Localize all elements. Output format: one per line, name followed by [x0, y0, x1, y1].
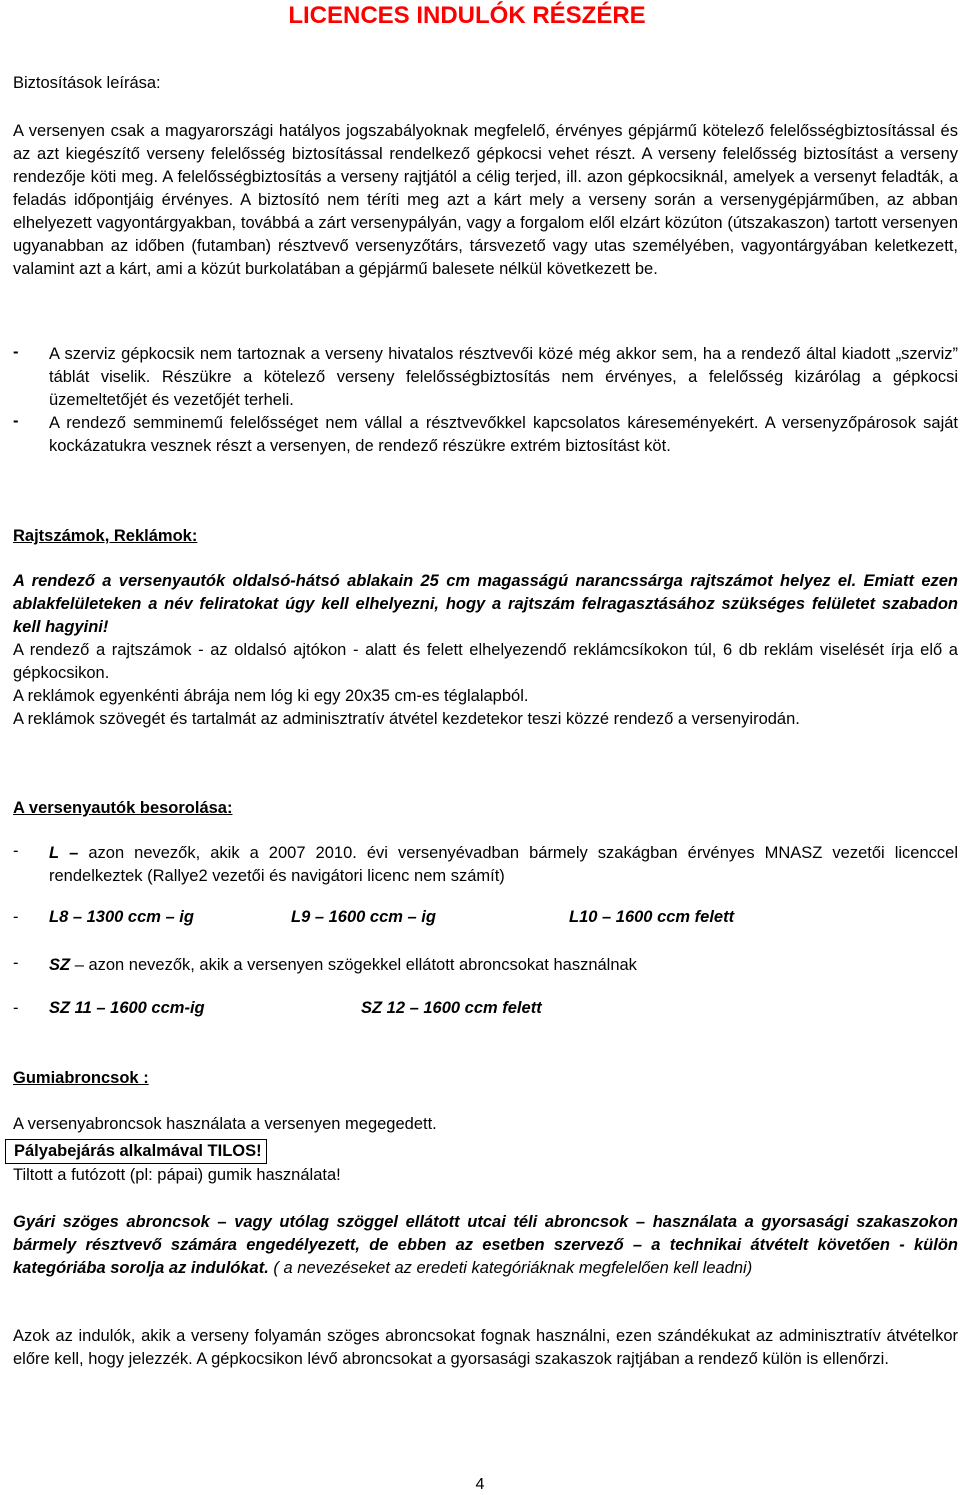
- class-dash-row1: -: [13, 908, 19, 926]
- classes-heading: A versenyautók besorolása:: [13, 799, 233, 817]
- insurance-text-b: A biztosító nem téríti meg azt a kárt mely a verseny során a versenygépjárműben, az abban elhelyezett vagyontárgyakban, továbbá a zárt versenypályán, vagy a forgalom elől elzárt közúton (útszakaszon) tartott versenyen ugyanabban az időben (futamban) résztvevő versenyzőtárs, társvezető vagy utas személyében, vagyontárgyában keletkezett, valamint azt a kárt, ami a közút burkolatában a gépjármű balesete nélkül következett be.: [13, 191, 958, 278]
- class-dash-row2: -: [13, 999, 19, 1017]
- tyres-heading: Gumiabroncsok :: [13, 1069, 149, 1087]
- class-l8: L8 – 1300 ccm – ig: [49, 908, 194, 926]
- tyres-final: Azok az indulók, akik a verseny folyamán szöges abroncsokat fognak használni, ezen szándékukat az adminisztratív átvételkor előre kell, hogy jelezzék. A gépkocsikon lévő abroncsokat a gyorsasági szakaszok rajtjában a rendező külön is ellenőrzi.: [13, 1327, 958, 1368]
- class-l: [49, 842, 958, 888]
- ads-line-1: A rendező a rajtszámok - az oldalsó ajtókon - alatt és felett elhelyezendő reklámcsíkokon túl, 6 db reklám viselését írja elő a gépkocsikon.: [13, 641, 958, 682]
- page-number: 4: [475, 1476, 485, 1493]
- bullet-dash-2: -: [13, 412, 19, 430]
- tyres-line-2: Pályabejárás alkalmával TILOS!: [5, 1139, 267, 1164]
- class-l-code: L: [49, 844, 60, 862]
- ads-line-2: A reklámok egyenkénti ábrája nem lóg ki egy 20x35 cm-es téglalapból.: [13, 687, 529, 705]
- class-sz: [49, 954, 958, 977]
- insurance-bullet-2: A rendező semminemű felelősséget nem vállal a résztvevőkkel kapcsolatos káreseményekért. A versenyzőpárosok saját kockázatukra vesznek részt a versenyen, de rendező részükre extrém biztosítást köt.: [49, 414, 958, 455]
- insurance-text-a: A versenyen csak a magyarországi hatályos jogszabályoknak megfelelő, érvényes gépjármű kötelező felelősségbiztosítással és az azt kiegészítő verseny felelősség biztosítással rendelkező gépkocsi vehet részt. A verseny felelősség biztosítást a verseny rendezője köti meg. A felelősségbiztosítás a verseny rajtjától a célig terjed, ill. azon gépkocsiknál, amelyek a versenyt feladták, a feladás időpontjáig érvényes.: [13, 122, 958, 209]
- bullet-dash-1: -: [13, 343, 19, 361]
- ads-line-3: A reklámok szövegét és tartalmát az adminisztratív átvétel kezdetekor teszi közzé rendező a versenyirodán.: [13, 710, 800, 728]
- class-l-text: azon nevezők, akik a 2007 2010. évi versenyévadban bármely szakágban érvényes MNASZ vezetői licenccel rendelkeztek (Rallye2 vezetői és navigátori licenc nem számít): [49, 844, 958, 885]
- class-row-1: [13, 908, 958, 931]
- class-l-dash: –: [69, 844, 79, 862]
- tyres-rule-note: ( a nevezéseket az eredeti kategóriáknak megfelelően kell leadni): [273, 1259, 753, 1277]
- ads-heading: Rajtszámok, Reklámok:: [13, 527, 198, 545]
- tyres-line-3: Tiltott a futózott (pl: pápai) gumik használata!: [13, 1166, 341, 1184]
- class-dash-l: -: [13, 842, 19, 860]
- class-row-2: [13, 999, 958, 1022]
- insurance-heading: Biztosítások leírása:: [13, 74, 161, 92]
- class-l10: L10 – 1600 ccm felett: [569, 908, 735, 926]
- tyres-line-1: A versenyabroncsok használata a versenyen megegedett.: [13, 1115, 437, 1133]
- tyres-rule-bold: Gyári szöges abroncsok – vagy utólag szöggel ellátott utcai téli abroncsok – használata a gyorsasági szakaszokon bármely résztvevő számára engedélyezett, de ebben az esetben szervező – a technikai átvételt követően - külön kategóriába sorolja az indulókat.: [13, 1213, 958, 1277]
- tyres-line-2-box: [13, 1139, 958, 1162]
- class-sz11: SZ 11 – 1600 ccm-ig: [49, 999, 205, 1017]
- class-sz12: SZ 12 – 1600 ccm felett: [361, 999, 542, 1017]
- ads-bold-text: A rendező a versenyautók oldalsó-hátsó ablakain 25 cm magasságú narancssárga rajtszámot helyez el. Emiatt ezen ablakfelületeken a név feliratokat úgy kell elhelyezni, hogy a rajtszám felragasztásához szükséges felületet szabadon kell hagyini!: [13, 572, 958, 636]
- page-title: LICENCES INDULÓK RÉSZÉRE: [288, 2, 646, 29]
- class-dash-sz: -: [13, 954, 19, 972]
- tyres-rule: [13, 1211, 958, 1280]
- class-l9: L9 – 1600 ccm – ig: [291, 908, 436, 926]
- class-sz-code: SZ: [49, 956, 71, 974]
- class-sz-text: – azon nevezők, akik a versenyen szögekkel ellátott abroncsokat használnak: [74, 956, 637, 974]
- insurance-bullet-1: A szerviz gépkocsik nem tartoznak a verseny hivatalos résztvevői közé még akkor sem, ha a rendező által kiadott „szerviz” táblát viselik. Részükre a kötelező verseny felelősségbiztosítás nem érvényes, a felelősség kizárólag a gépkocsi üzemeltetőjét és vezetőjét terheli.: [49, 345, 958, 409]
- insurance-paragraph-1: [13, 120, 958, 281]
